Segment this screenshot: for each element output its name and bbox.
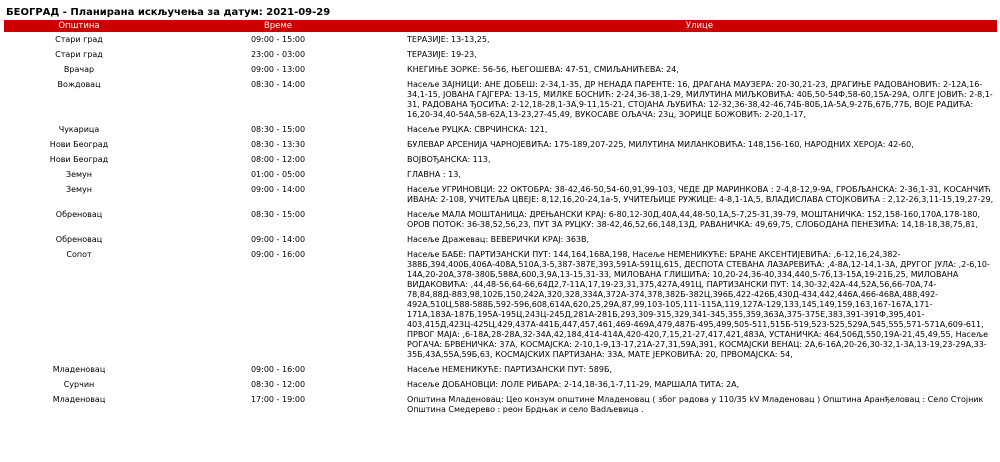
cell-time: 01:00 - 05:00 (250, 170, 306, 179)
table-row (4, 207, 997, 232)
cell-municipality: Нови Београд (49, 140, 109, 149)
cell-time: 08:30 - 15:00 (250, 125, 306, 134)
column-header-municipality: Општина (4, 20, 154, 32)
outage-table (4, 20, 997, 417)
cell-time: 09:00 - 16:00 (250, 250, 306, 259)
table-row (4, 137, 997, 152)
table-row (4, 77, 997, 122)
table-row (4, 152, 997, 167)
cell-streets: Насеље МАЛА МОШТАНИЦА: ДРЕЊАНСКИ КРАЈ: 6-80,12-30Д,40А,44,48-50,1А,5-7,25-31,39-79, МОШТАНИЧКА: 152,158-160,170А,178-180, ОРОВ ПОТОК: 36-38,52,56,23, ПУТ ЗА РУЦКУ: 38-42,46,52,66,148,13Д, РАВАНИЧКА: 49,69,75, СЛОБОДАНА ПЕНЕЗИЋА: 14,18-18,38,75,81, (407, 210, 981, 229)
cell-streets: Насеље УГРИНОВЦИ: 22 ОКТОБРА: 38-42,46-50,54-60,91,99-103, ЧЕДЕ ДР МАРИНКОВА : 2-4,8-12,9-9А, ГРОБЉАНСКА: 2-36,1-31, КОСАНЧИЋ ИВАНА: 2-108, УЧИТЕЉА ЦВЕЈЕ: 8,12,16,20-24,1а-5, УЧИТЕЉИЦЕ РУЖИЦЕ: 4-8,1-1А,5, ВЛАДИСЛАВА СТОЈКОВИЋА : 2,12-26,3,11-15,19,27-29, (407, 185, 994, 204)
cell-streets: Насеље ЗАЈНИЦИ: АНЕ ДОБЕШ: 2-34,1-35, ДР НЕНАДА ПАРЕНТЕ: 16, ДРАГАНА МАУЗЕРА: 20-30,21-23, ДРАГИЊЕ РАДОВАНОВИЋ: 2-12А,16-34,1-15, ЈОВАНА ГАЈГЕРА: 13-15, МИЛКЕ БОСНИЋ: 2-24,36-38,1-29, МИЛУТИНА МИЉКОВИЋА: 40Б,50-54Ф,58-60,15А-29А, ОЛГЕ ЈОВИЋ: 2-8,1-31, РАДОВАНА ЂОСИЋА: 2-12,18-28,1-3А,9-11,15-21, СТОЈАНА ЉУБИЋА: 12-32,36-38,42-46,74Б-80Б,1А-5А,9-27Б,67Б,77Б, ВОЈЕ РАДИЋА: 16,20-34,40-54А,58-62А,13-23,27-45,49, ВУКОСАВЕ ОЉАЧА: 23ц, ЗОРИЦЕ БОЖОВИЋ: 2-20,1-17, (407, 80, 993, 119)
table-body (4, 32, 997, 417)
cell-time: 09:00 - 16:00 (250, 365, 306, 374)
table-row (4, 122, 997, 137)
cell-time: 08:30 - 14:00 (250, 80, 306, 89)
cell-time: 08:30 - 15:00 (250, 210, 306, 219)
cell-municipality: Земун (65, 185, 93, 194)
cell-streets: Насеље РУЦКА: СВРЧИНСКА: 121, (407, 125, 548, 134)
cell-streets: Насеље Дражевац: ВЕВЕРИЧКИ КРАЈ: 363В, (407, 235, 590, 244)
cell-municipality: Чукарица (58, 125, 100, 134)
cell-municipality: Стари град (55, 35, 103, 44)
table-header (4, 20, 997, 32)
table-row (4, 392, 997, 417)
cell-municipality: Обреновац (55, 235, 103, 244)
cell-streets: ГЛАВНА : 13, (407, 170, 461, 179)
cell-time: 08:00 - 12:00 (250, 155, 306, 164)
cell-municipality: Стари град (55, 50, 103, 59)
cell-time: 09:00 - 13:00 (250, 65, 306, 74)
cell-streets: Насеље ДОБАНОВЦИ: ЛОЛЕ РИБАРА: 2-14,18-36,1-7,11-29, МАРШАЛА ТИТА: 2А, (407, 380, 740, 389)
cell-time: 17:00 - 19:00 (250, 395, 306, 404)
cell-streets: БУЛЕВАР АРСЕНИЈА ЧАРНОЈЕВИЋА: 175-189,207-225, МИЛУТИНА МИЛАНКОВИЋА: 148,156-160, НАРОДНИХ ХЕРОЈА: 42-60, (407, 140, 914, 149)
cell-municipality: Младеновац (52, 395, 106, 404)
cell-municipality: Земун (65, 170, 93, 179)
cell-streets: Општина Младеновац: Цео конзум општине Младеновац ( због радова у 110/35 kV Младеновац ) Општина Аранђеловац : Село Стојник Општина Смедерево : реон Брдњак и село Badљевица . (407, 395, 984, 414)
table-row (4, 167, 997, 182)
cell-time: 08:30 - 13:30 (250, 140, 306, 149)
cell-streets: ТЕРАЗИЈЕ: 13-13,25, (407, 35, 490, 44)
cell-streets: Насеље НЕМЕНИКУЋЕ: ПАРТИЗАНСКИ ПУТ: 589Б, (407, 365, 612, 374)
cell-streets: ВОЈВОЂАНСКА: 113, (407, 155, 491, 164)
cell-streets: Насеље БАБЕ: ПАРТИЗАНСКИ ПУТ: 144,164,168А,198, Насеље НЕМЕНИКУЋЕ: БРАНЕ АКСЕНТИЈЕВИЋА: ,6-12,16,24,382-388Б,394,400Б,406А-408А,510А,3-5,387-387Е,393,591А-591Ц,615, ДЕСПОТА СТЕВАНА ЛАЗАРЕВИЋА: ,4-8А,12-14,1-3А, ДРУГОГ ЈУЛА: ,2-6,10-14А,20-20А,378-380Б,588А,600,3,9А,13-15,31-33, МИЛОВАНА ГЛИШИЋА: 10,20-24,36-40,334,440,5-7б,13-15А,19-21Б,25, МИЛОВАНА ВИДАКОВИЋА: ,44,48-56,64-66,64Д2,7-11А,17,19-23,31,375,427А,491Ц, ПАРТИЗАНСКИ ПУТ: 14,30-32,42А-44,52А,56,66-70А,74-78,84,88Д-88З,98,102Б,150,242А,320,328,334А,372А-374,378,382Б-382Ц,396Б,422-426Б,430Д-434,442,446А,466-468А,488,492-492А,510Ц,588-588Б,592-596,608,614А,620,25,29А,87,99,103-105,111-115А,119,127А-129,133,145,149,159,163,167-167А,171-171А,183А-187Б,195А-195Ц,243Ц-245Д,281А-281Б,293,309-315,329,341-345,355,359,363А,375-375Е,383,391-391Ф,395,401-403,415Д,423Ц-425Ц,429,437А-441Б,447,457,461,469-469А,479,487Б-495,499,505-511,515Б-519,523-525,529А,545,555,571-571А,609-611, ПРВОГ МАЈА: ,6-18А,28-28А,32-34А,42,184,414-414А,420-420,7,15,21-27,417,421,483А, УСТАНИЧКА: 464,506Д,550,19А-21,45,49,55, Насеље РОГАЧА: БРВЕНИЧКА: 37А, КОСМАЈСКА: 2-10,1-9,13-17,21А-27,31,59А,391, КОСМАЈСКИ ВЕНАЦ: 2А,6-16А,20-26,30-32,1-3А,13-19,23-29А,33-35Б,43А,55А,59Б,63, КОСМАЈСКИХ ПАРТИЗАНА: 33А, МАТЕ ЈЕРКОВИЋА: 20, ПРВОМАЈСКА: 54, (407, 250, 990, 359)
cell-streets: ТЕРАЗИЈЕ: 19-23, (407, 50, 477, 59)
table-row (4, 247, 997, 362)
cell-time: 08:30 - 12:00 (250, 380, 306, 389)
cell-time: 23:00 - 03:00 (250, 50, 306, 59)
table-row (4, 62, 997, 77)
cell-municipality: Обреновац (55, 210, 103, 219)
cell-municipality: Сурчин (63, 380, 95, 389)
column-header-streets: Улице (402, 20, 997, 32)
cell-municipality: Вождовац (57, 80, 101, 89)
table-row (4, 182, 997, 207)
cell-time: 09:00 - 14:00 (250, 235, 306, 244)
table-row (4, 47, 997, 62)
column-header-time: Време (154, 20, 402, 32)
cell-streets: КНЕГИЊЕ ЗОРКЕ: 56-56, ЊЕГОШЕВА: 47-51, СМИЉАНИЋЕВА: 24, (407, 65, 679, 74)
cell-municipality: Младеновац (52, 365, 106, 374)
cell-municipality: Сопот (66, 250, 92, 259)
table-row (4, 32, 997, 47)
table-row (4, 362, 997, 377)
table-row (4, 232, 997, 247)
page-title: БЕОГРАД - Планирана искључења за датум: 2021-09-29 (6, 7, 331, 18)
cell-time: 09:00 - 15:00 (250, 35, 306, 44)
cell-municipality: Врачар (63, 65, 95, 74)
cell-time: 09:00 - 14:00 (250, 185, 306, 194)
cell-municipality: Нови Београд (49, 155, 109, 164)
table-row (4, 377, 997, 392)
